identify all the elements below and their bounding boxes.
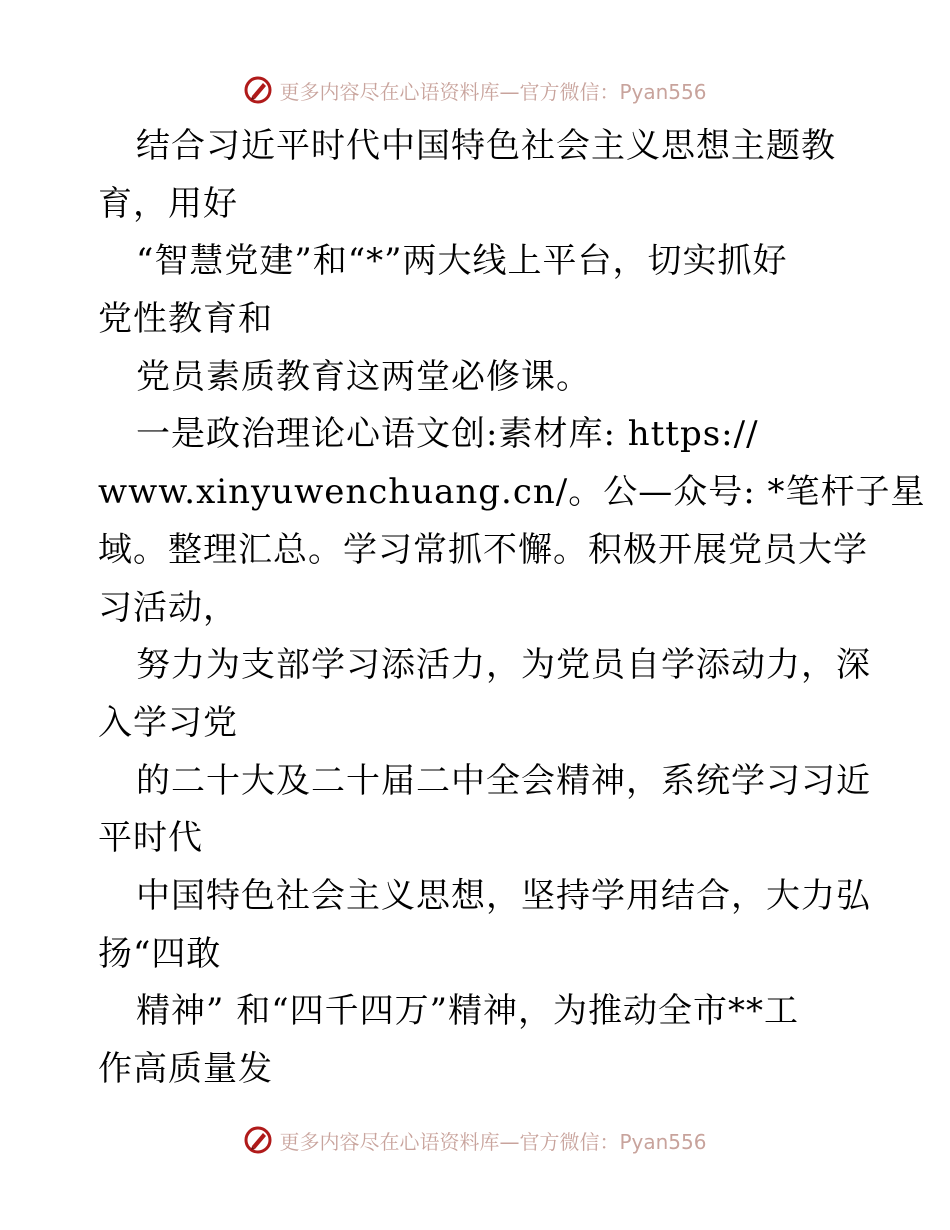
text-line: 育，用好 xyxy=(98,183,238,224)
text-line: 一是政治理论心语文创:素材库: https:// xyxy=(136,414,759,455)
watermark-text: 更多内容尽在心语资料库—官方微信：Pyan556 xyxy=(279,1129,707,1154)
document-body xyxy=(98,118,926,1099)
text-line: 习活动， xyxy=(98,587,238,628)
text-line: 精神” 和“四千四万”精神，为推动全市**工 xyxy=(136,991,799,1032)
text-line: 入学习党 xyxy=(98,702,238,743)
text-line: “智慧党建”和“*”两大线上平台，切实抓好 xyxy=(136,241,788,282)
pen-logo-icon xyxy=(243,75,273,105)
text-line: 中国特色社会主义思想，坚持学用结合，大力弘 xyxy=(136,875,871,916)
watermark-text: 更多内容尽在心语资料库—官方微信：Pyan556 xyxy=(279,79,707,104)
text-line: 努力为支部学习添活力，为党员自学添动力，深 xyxy=(136,645,871,686)
text-line: 党性教育和 xyxy=(98,299,273,340)
footer-watermark xyxy=(0,1120,950,1160)
text-line: www.xinyuwenchuang.cn/。公—众号: *笔杆子星 xyxy=(98,472,926,513)
text-line: 平时代 xyxy=(98,818,203,859)
text-line: 域。整理汇总。学习常抓不懈。积极开展党员大学 xyxy=(98,529,868,570)
text-line: 结合习近平时代中国特色社会主义思想主题教 xyxy=(136,126,836,166)
text-line: 扬“四敢 xyxy=(98,933,222,974)
text-line: 作高质量发 xyxy=(98,1049,273,1089)
pen-logo-icon xyxy=(243,1125,273,1155)
text-line: 的二十大及二十届二中全会精神，系统学习习近 xyxy=(136,760,871,801)
text-line: 党员素质教育这两堂必修课。 xyxy=(136,356,591,397)
header-watermark xyxy=(0,70,950,110)
